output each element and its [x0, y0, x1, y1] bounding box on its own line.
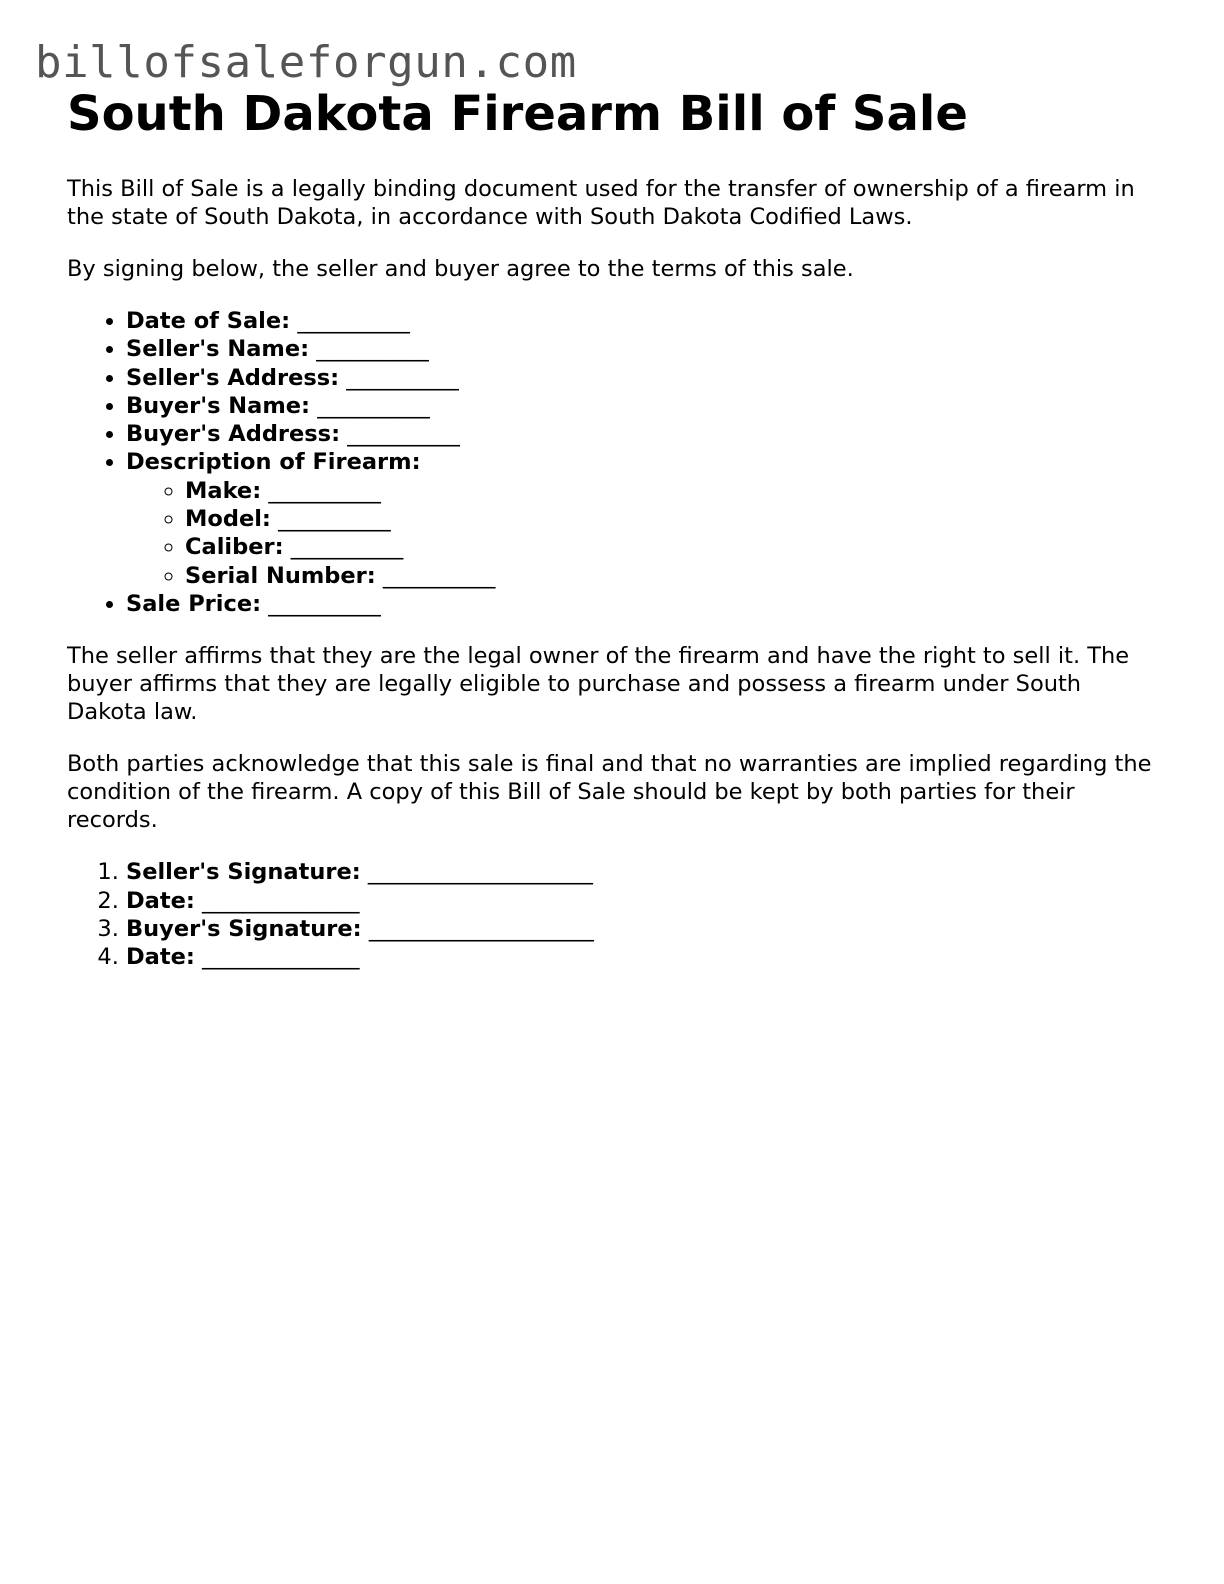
- sale-price-label: Sale Price:: [126, 590, 262, 617]
- list-item: [126, 915, 1167, 943]
- buyer-address-label: Buyer's Address:: [126, 421, 341, 448]
- date-of-sale-label: Date of Sale:: [126, 308, 291, 334]
- list-item: [185, 562, 1167, 590]
- list-item: [126, 448, 1167, 589]
- seller-signature-blank: ____________________: [367, 859, 593, 886]
- document-title: South Dakota Firearm Bill of Sale: [67, 86, 968, 142]
- list-item: [126, 364, 1167, 392]
- list-item: [126, 307, 1167, 335]
- seller-name-label: Seller's Name:: [126, 336, 310, 363]
- buyer-date-label: Date:: [126, 944, 195, 971]
- agreement-paragraph: By signing below, the seller and buyer agree to the terms of this sale.: [67, 256, 854, 282]
- caliber-label: Caliber:: [185, 534, 284, 561]
- firearm-description-list: [126, 477, 1167, 590]
- firearm-description-label: Description of Firearm:: [126, 449, 421, 476]
- buyer-address-blank: __________: [347, 421, 460, 448]
- model-blank: __________: [278, 506, 391, 533]
- affirmation-paragraph: The seller affirms that they are the legal owner of the firearm and have the right to sell it. The buyer affirms that they are legally eligible to purchase and possess a firearm under South Dakota law.: [67, 643, 1130, 726]
- buyer-name-label: Buyer's Name:: [126, 392, 311, 419]
- document-body: [67, 84, 1167, 971]
- model-label: Model:: [185, 506, 271, 533]
- intro-paragraph: This Bill of Sale is a legally binding document used for the transfer of ownership of a firearm in the state of South Dakota, in accordance with South Dakota Codified Laws.: [67, 176, 1135, 230]
- buyer-date-blank: ______________: [202, 944, 360, 971]
- sale-price-blank: __________: [268, 590, 381, 617]
- seller-date-label: Date:: [126, 887, 195, 914]
- list-item: [126, 335, 1167, 363]
- date-of-sale-blank: __________: [297, 308, 410, 334]
- acknowledgement-paragraph: Both parties acknowledge that this sale is final and that no warranties are implied regarding the condition of the firearm. A copy of this Bill of Sale should be kept by both parties for their records.: [67, 751, 1152, 834]
- list-item: [126, 590, 1167, 618]
- make-label: Make:: [185, 477, 262, 504]
- caliber-blank: __________: [290, 534, 404, 561]
- make-blank: __________: [268, 477, 381, 504]
- serial-number-label: Serial Number:: [185, 562, 376, 589]
- list-item: [126, 420, 1167, 448]
- seller-address-label: Seller's Address:: [126, 364, 340, 391]
- seller-name-blank: __________: [316, 336, 429, 363]
- seller-signature-label: Seller's Signature:: [126, 859, 361, 886]
- list-item: [126, 943, 1167, 971]
- list-item: [185, 533, 1167, 561]
- watermark: billofsaleforgun.com: [35, 37, 577, 88]
- serial-number-blank: __________: [382, 562, 496, 589]
- list-item: [126, 858, 1167, 886]
- buyer-signature-blank: ____________________: [368, 915, 594, 942]
- sale-details-list: [67, 307, 1167, 618]
- list-item: [185, 477, 1167, 505]
- list-item: [126, 392, 1167, 420]
- buyer-name-blank: __________: [317, 392, 430, 419]
- seller-address-blank: __________: [346, 364, 459, 391]
- seller-date-blank: ______________: [202, 887, 360, 914]
- list-item: [126, 887, 1167, 915]
- signature-list: [67, 858, 1167, 971]
- buyer-signature-label: Buyer's Signature:: [126, 915, 362, 942]
- list-item: [185, 505, 1167, 533]
